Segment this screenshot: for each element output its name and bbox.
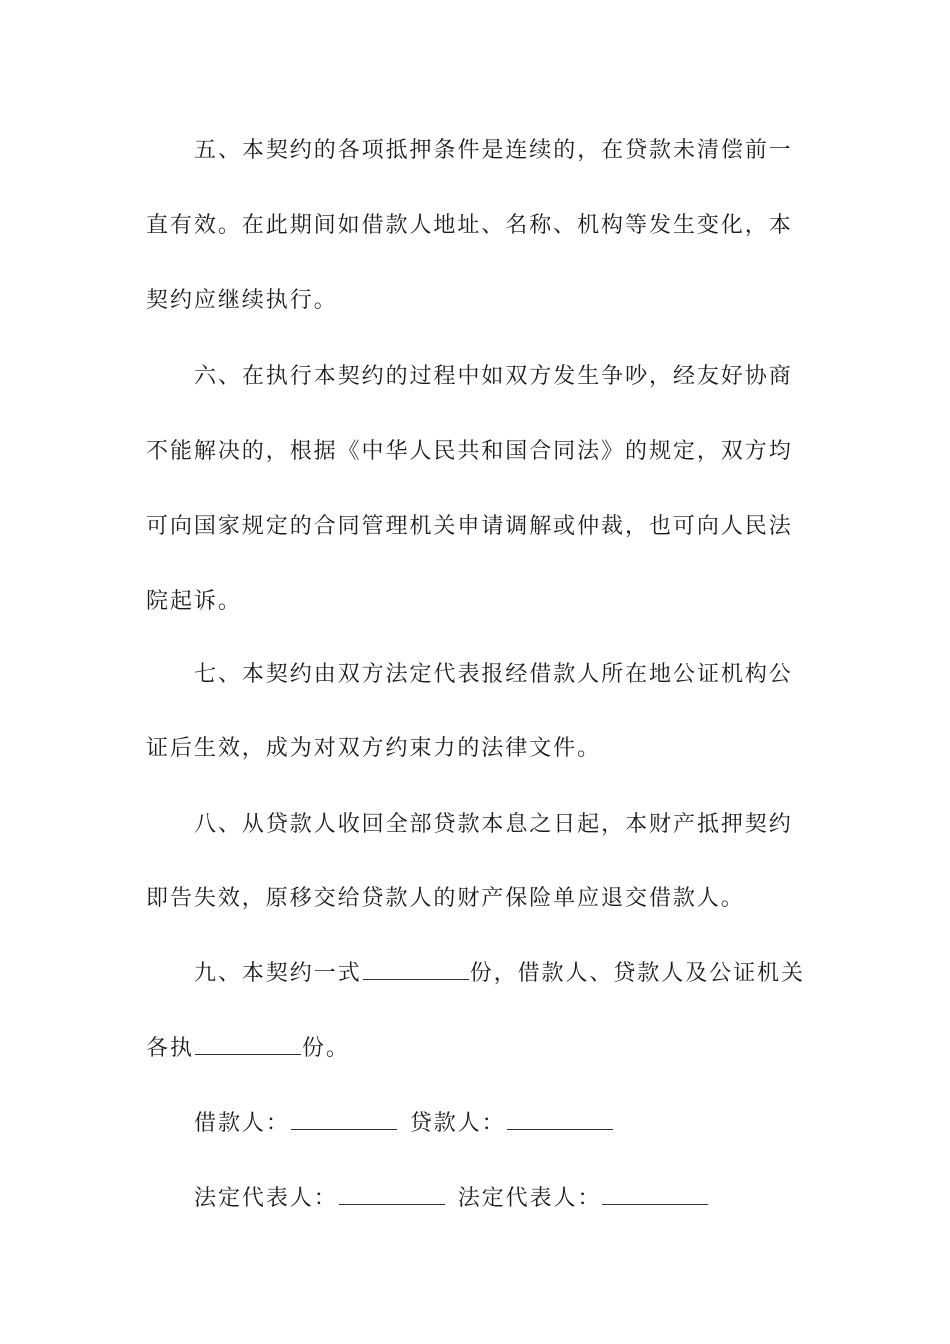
clause-line: 直有效。在此期间如借款人地址、名称、机构等发生变化，本 xyxy=(146,213,793,238)
clause-line: 八、从贷款人收回全部贷款本息之日起，本财产抵押契约 xyxy=(194,812,793,837)
clause-line: 证后生效，成为对双方约束力的法律文件。 xyxy=(146,736,602,761)
clause-line: 可向国家规定的合同管理机关申请调解或仲裁，也可向人民法 xyxy=(146,514,793,539)
clause-line: 不能解决的，根据《中华人民共和国合同法》的规定，双方均 xyxy=(146,439,793,464)
borrower-rep-label: 法定代表人： xyxy=(194,1186,338,1211)
clause-9-text: 九、本契约一式 xyxy=(194,961,362,986)
clause-line xyxy=(194,959,805,989)
clause-9-text: 份。 xyxy=(301,1036,350,1061)
clause-line: 七、本契约由双方法定代表报经借款人所在地公证机构公 xyxy=(194,662,793,687)
borrower-rep-blank[interactable] xyxy=(339,1184,445,1205)
clause-line: 契约应继续执行。 xyxy=(146,288,338,313)
clause-9-text: 份，借款人、贷款人及公证机关 xyxy=(469,961,805,986)
lender-label: 贷款人： xyxy=(409,1111,506,1136)
copies-each-blank[interactable] xyxy=(195,1034,301,1055)
copies-blank[interactable] xyxy=(363,959,469,980)
signature-line xyxy=(194,1184,709,1214)
lender-rep-blank[interactable] xyxy=(602,1184,708,1205)
lender-rep-label: 法定代表人： xyxy=(457,1186,602,1211)
borrower-blank[interactable] xyxy=(291,1109,397,1130)
clause-line: 院起诉。 xyxy=(146,589,242,614)
clause-line: 五、本契约的各项抵押条件是连续的，在贷款未清偿前一 xyxy=(194,138,793,163)
clause-line: 六、在执行本契约的过程中如双方发生争吵，经友好协商 xyxy=(194,364,793,389)
clause-9-text: 各执 xyxy=(146,1036,194,1061)
signature-line xyxy=(194,1109,614,1139)
lender-blank[interactable] xyxy=(507,1109,613,1130)
clause-line xyxy=(146,1034,350,1064)
borrower-label: 借款人： xyxy=(194,1111,290,1136)
clause-line: 即告失效，原移交给贷款人的财产保险单应退交借款人。 xyxy=(146,886,745,911)
